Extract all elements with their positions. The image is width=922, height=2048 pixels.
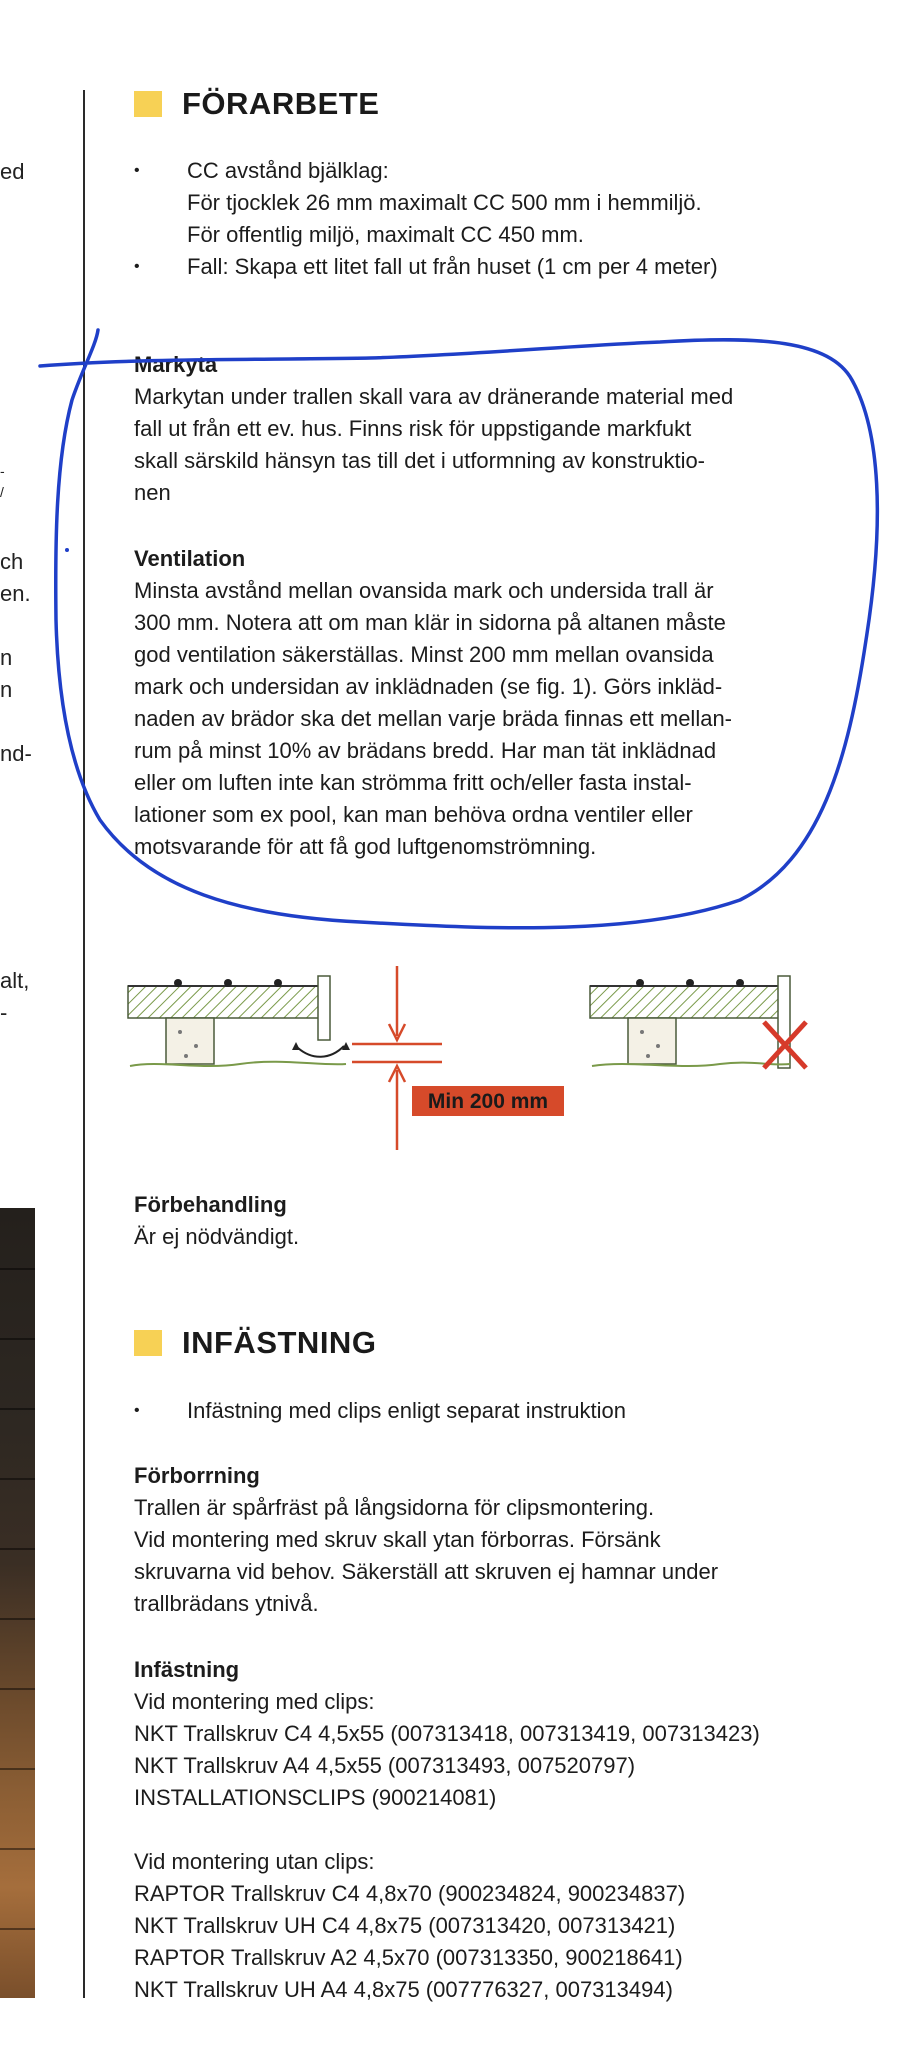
left-fragment: n [0, 645, 13, 670]
bullet-icon: • [134, 1402, 140, 1419]
paragraph-line: Minsta avstånd mellan ovansida mark och undersida trall är [134, 578, 714, 603]
paragraph-line: god ventilation säkerställas. Minst 200 mm mellan ovansida [134, 642, 714, 667]
bullet-icon: • [134, 162, 140, 179]
subheading-forbehandling: Förbehandling [134, 1192, 287, 1217]
subheading-forborrning: Förborrning [134, 1463, 260, 1488]
left-fragment: / [0, 484, 4, 500]
bullet-line: Infästning med clips enligt separat instruktion [187, 1398, 627, 1423]
left-fragment: nd- [0, 741, 32, 766]
infastning-block [134, 1654, 834, 2006]
paragraph-line: RAPTOR Trallskruv C4 4,8x70 (900234824, 900234837) [134, 1881, 686, 1906]
left-fragment: - [0, 463, 5, 479]
bullet-line: För offentlig miljö, maximalt CC 450 mm. [187, 222, 584, 247]
section-title: FÖRARBETE [182, 86, 380, 121]
paragraph-line: naden av brädor ska det mellan varje bräda finnas ett mellan- [134, 706, 733, 731]
bullet-line: CC avstånd bjälklag: [187, 158, 389, 183]
left-fragment: n [0, 677, 13, 702]
subheading-markyta: Markyta [134, 352, 218, 377]
deck-figure-correct [128, 976, 350, 1066]
paragraph-line: Vid montering med clips: [134, 1689, 375, 1714]
paragraph-line: Vid montering med skruv skall ytan förborras. Försänk [134, 1527, 661, 1552]
paragraph-line: rum på minst 10% av brädans bredd. Har man tät inklädnad [134, 738, 717, 763]
yellow-square-icon [134, 1330, 162, 1356]
paragraph-line: NKT Trallskruv A4 4,5x55 (007313493, 007520797) [134, 1753, 636, 1778]
paragraph-line: Markytan under trallen skall vara av dränerande material med [134, 384, 734, 409]
paragraph-line: Är ej nödvändigt. [134, 1224, 300, 1249]
left-fragment: ed [0, 159, 25, 184]
paragraph-line: INSTALLATIONSCLIPS (900214081) [134, 1785, 497, 1810]
forbehandling-block [134, 1189, 834, 1253]
left-fragment: ch [0, 549, 24, 574]
left-fragment: en. [0, 581, 31, 606]
paragraph-line: eller om luften inte kan strömma fritt och/eller fasta instal- [134, 770, 692, 795]
min-distance-marker [352, 966, 564, 1150]
min-distance-label: Min 200 mm [427, 1090, 549, 1113]
paragraph-line: skruvarna vid behov. Säkerställ att skruven ej hamnar under [134, 1559, 719, 1584]
section-heading-infastning [134, 1325, 376, 1361]
paragraph-line: NKT Trallskruv C4 4,5x55 (007313418, 007313419, 007313423) [134, 1721, 760, 1746]
left-fragment: - [0, 1000, 8, 1025]
subheading-ventilation: Ventilation [134, 546, 246, 571]
paragraph-line: NKT Trallskruv UH C4 4,8x75 (007313420, 007313421) [134, 1913, 676, 1938]
bullet-line: För tjocklek 26 mm maximalt CC 500 mm i hemmiljö. [187, 190, 702, 215]
left-fragment: alt, [0, 968, 30, 993]
subheading-infastning: Infästning [134, 1657, 240, 1682]
paragraph-line: mark och undersidan av inklädnaden (se fig. 1). Görs inkläd- [134, 674, 723, 699]
section-title: INFÄSTNING [182, 1325, 377, 1360]
forborrning-block [134, 1460, 834, 1620]
paragraph-line: NKT Trallskruv UH A4 4,8x75 (007776327, 007313494) [134, 1977, 673, 2002]
paragraph-line: skall särskild hänsyn tas till det i utformning av konstruktio- [134, 448, 706, 473]
paragraph-line: lationer som ex pool, kan man behöva ordna ventiler eller [134, 802, 693, 827]
bullet-line: Fall: Skapa ett litet fall ut från huset (1 cm per 4 meter) [187, 254, 718, 279]
paragraph-line: Vid montering utan clips: [134, 1849, 375, 1874]
paragraph-line: trallbrädans ytnivå. [134, 1591, 319, 1616]
infastning-bullets [134, 1395, 626, 1427]
bullet-icon: • [134, 258, 140, 275]
paragraph-line: RAPTOR Trallskruv A2 4,5x70 (007313350, 900218641) [134, 1945, 683, 1970]
paragraph-line: 300 mm. Notera att om man klär in sidorna på altanen måste [134, 610, 726, 635]
bullet-item [134, 1395, 626, 1427]
paragraph-line: Trallen är spårfräst på långsidorna för clipsmontering. [134, 1495, 655, 1520]
deck-figure-incorrect [590, 976, 806, 1068]
spacer [134, 1814, 834, 1846]
paragraph-line: nen [134, 480, 171, 505]
paragraph-line: fall ut från ett ev. hus. Finns risk för uppstigande markfukt [134, 416, 692, 441]
paragraph-line: motsvarande för att få god luftgenomströmning. [134, 834, 597, 859]
